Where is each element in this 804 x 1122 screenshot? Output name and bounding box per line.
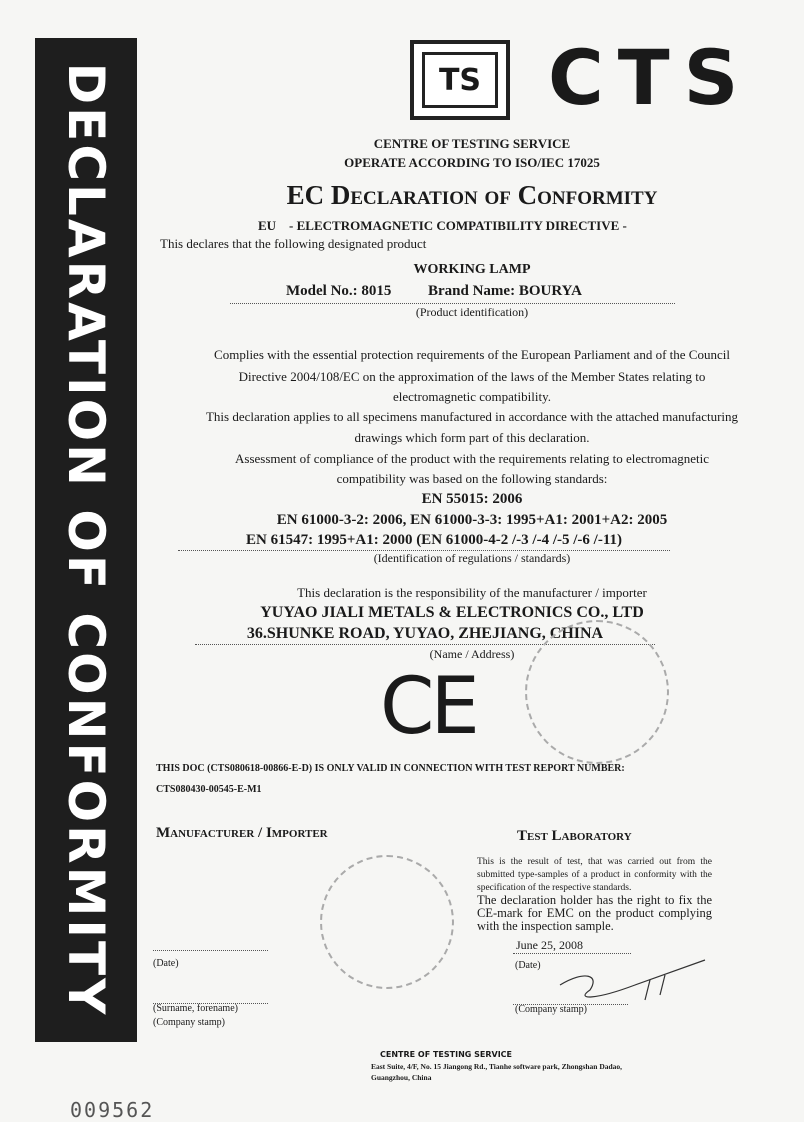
body-text: electromagnetic compatibility. <box>393 389 551 404</box>
lab-heading: Test Laboratory <box>517 828 632 844</box>
company-name: YUYAO JIALI METALS & ELECTRONICS CO., LTD <box>260 604 644 621</box>
cts-logo-mark <box>410 40 510 120</box>
lab-large-text: The declaration holder has the right to fix the CE-mark for EMC on the product complying with the inspection sample. <box>477 893 712 933</box>
side-banner-text: DECLARATION OF CONFORMITY <box>57 62 115 1018</box>
body-text: compatibility was based on the following standards: <box>336 471 608 486</box>
address-caption: (Name / Address) <box>429 647 515 661</box>
company-stamp-icon <box>525 620 669 764</box>
lab-stamp-label: (Company stamp) <box>515 1004 587 1015</box>
footer-org: CENTRE OF TESTING SERVICE <box>380 1050 513 1059</box>
body-text: This declaration applies to all specimens manufactured in accordance with the attached manufacturing <box>205 409 739 424</box>
ce-mark: CE <box>380 662 476 752</box>
product-line <box>230 283 675 304</box>
header-line1: CENTRE OF TESTING SERVICE <box>373 136 571 151</box>
name-label: (Surname, forename) <box>153 1003 238 1014</box>
cts-brand: CTS <box>548 33 753 122</box>
ts-logo-text: TS <box>422 52 498 108</box>
company-address: 36.SHUNKE ROAD, YUYAO, ZHEJIANG, CHINA <box>246 625 604 642</box>
side-banner <box>35 38 137 1042</box>
validity-line1: THIS DOC (CTS080618-00866-E-D) IS ONLY VALID IN CONNECTION WITH TEST REPORT NUMBER: <box>156 763 625 774</box>
standard-1: EN 55015: 2006 <box>421 491 523 507</box>
intro: This declares that the following designated product <box>160 236 427 251</box>
responsibility-text: This declaration is the responsibility of the manufacturer / importer <box>297 585 647 600</box>
brand-name: Brand Name: BOURYA <box>428 283 582 299</box>
body-text: Assessment of compliance of the product with the requirements relating to electromagnetic <box>235 451 709 466</box>
serial-number: 009562 <box>70 1098 155 1122</box>
body-text: Complies with the essential protection requirements of the European Parliament and of the Council <box>214 347 730 362</box>
lab-stamp-icon <box>320 855 454 989</box>
body-text: Directive 2004/108/EC on the approximation of the laws of the Member States relating to <box>238 369 706 384</box>
footer-address: East Suite, 4/F, No. 15 Jiangong Rd., Tianhe software park, Zhongshan Dadao, Guangzhou, China <box>371 1062 623 1082</box>
directive: EU - ELECTROMAGNETIC COMPATIBILITY DIRECTIVE - <box>258 218 627 233</box>
lab-small-text: This is the result of test, that was carried out from the submitted type-samples of a product in conformity with the specification of the respective standards. <box>477 857 712 893</box>
document-title: EC Declaration of Conformity <box>286 180 658 210</box>
stamp-label: (Company stamp) <box>153 1017 225 1028</box>
product-caption: (Product identification) <box>415 305 529 319</box>
product-name: WORKING LAMP <box>413 262 531 277</box>
standard-3: EN 61547: 1995+A1: 2000 (EN 61000-4-2 /-3 /-4 /-5 /-6 /-11) <box>245 532 622 548</box>
lab-date: June 25, 2008 <box>513 938 631 954</box>
header-line2: OPERATE ACCORDING TO ISO/IEC 17025 <box>344 155 600 170</box>
manufacturer-heading: Manufacturer / Importer <box>156 825 328 841</box>
standards-line <box>178 532 670 551</box>
date-label: (Date) <box>153 958 179 969</box>
manufacturer-date-line <box>153 940 268 951</box>
body-text: drawings which form part of this declaration. <box>354 430 590 445</box>
test-report-number: CTS080430-00545-E-M1 <box>156 784 262 795</box>
lab-date-label: (Date) <box>515 960 541 971</box>
standards-caption: (Identification of regulations / standards) <box>373 551 571 565</box>
standard-2: EN 61000-3-2: 2006, EN 61000-3-3: 1995+A1: 2001+A2: 2005 <box>276 512 668 528</box>
model-number: Model No.: 8015 <box>286 283 392 299</box>
